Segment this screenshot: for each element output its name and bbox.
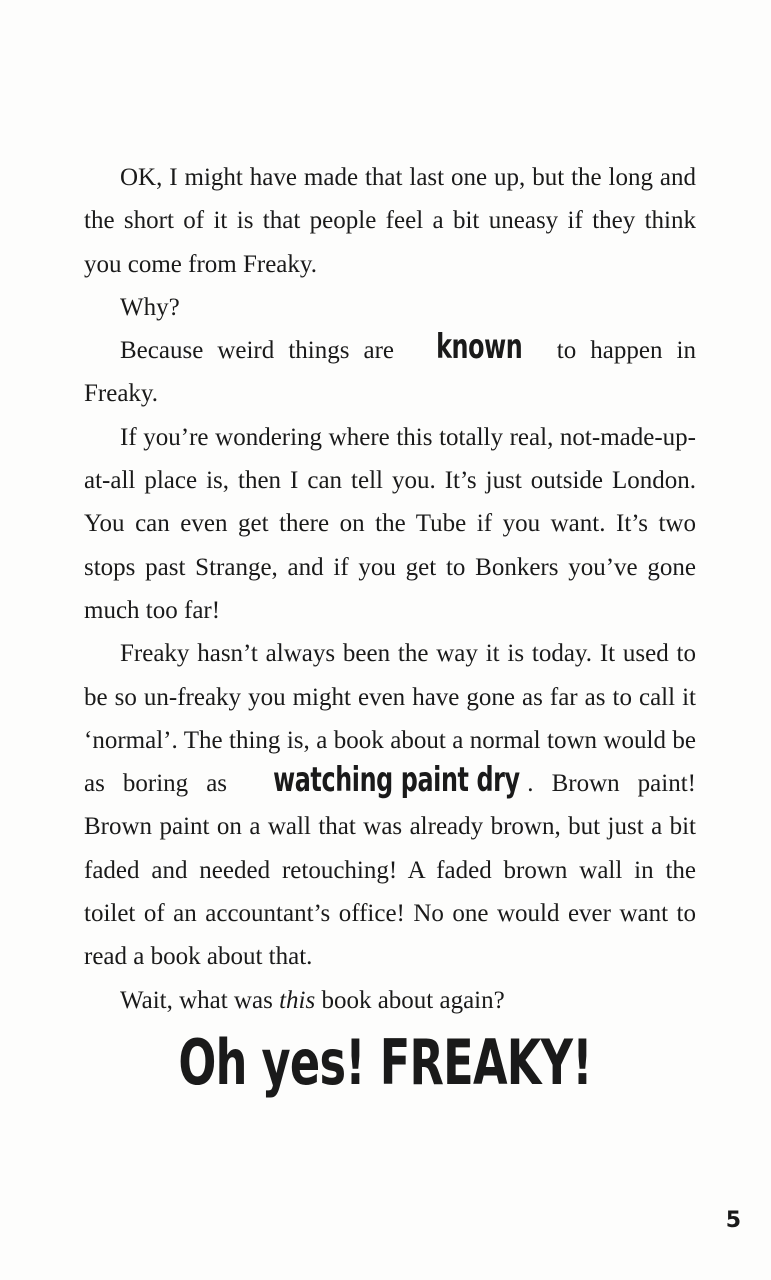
paragraph-4: If you’re wondering where this totally real, not-made-up-at-all place is, then I can tell you. It’s just outside London. You can even get there on the Tube if you want. It’s two stops past Strange, and if you get to Bonkers you’ve gone much too far! xyxy=(84,423,696,624)
paragraph-5 xyxy=(84,632,696,978)
paragraph-2: Why? xyxy=(120,293,180,321)
paragraph-6-text-b: book about again? xyxy=(315,986,505,1014)
page-number: 5 xyxy=(725,1208,741,1233)
book-page-text xyxy=(84,156,696,1022)
emphasis-watching-paint-dry: watching paint dry xyxy=(273,760,520,801)
paragraph-6 xyxy=(84,979,696,1022)
paragraph-6-text-a: Wait, what was xyxy=(120,986,280,1014)
finale-heading xyxy=(0,1026,771,1099)
paragraph-3-text-b: to happen in Freaky. xyxy=(84,337,696,408)
paragraph-3-text-a: Because weird things are xyxy=(120,337,409,365)
emphasis-known: known xyxy=(436,327,523,368)
finale-text: Oh yes! FREAKY! xyxy=(178,1026,593,1099)
paragraph-5-text-a: Freaky hasn’t always been the way it is today. It used to be so un-freaky you might even have gone as far as to call it ‘normal’. The thing is, a book about a normal town would be as boring as xyxy=(84,640,696,798)
paragraph-1: OK, I might have made that last one up, but the long and the short of it is that people feel a bit uneasy if they think you come from Freaky. xyxy=(84,164,696,278)
paragraph-6-italic: this xyxy=(279,986,316,1014)
paragraph-3 xyxy=(84,329,696,416)
paragraph-5-text-b: . Brown paint! Brown paint on a wall that was already brown, but just a bit faded and needed retouching! A faded brown wall in the toilet of an accountant’s office! No one would ever want to read a book about that. xyxy=(84,770,696,971)
